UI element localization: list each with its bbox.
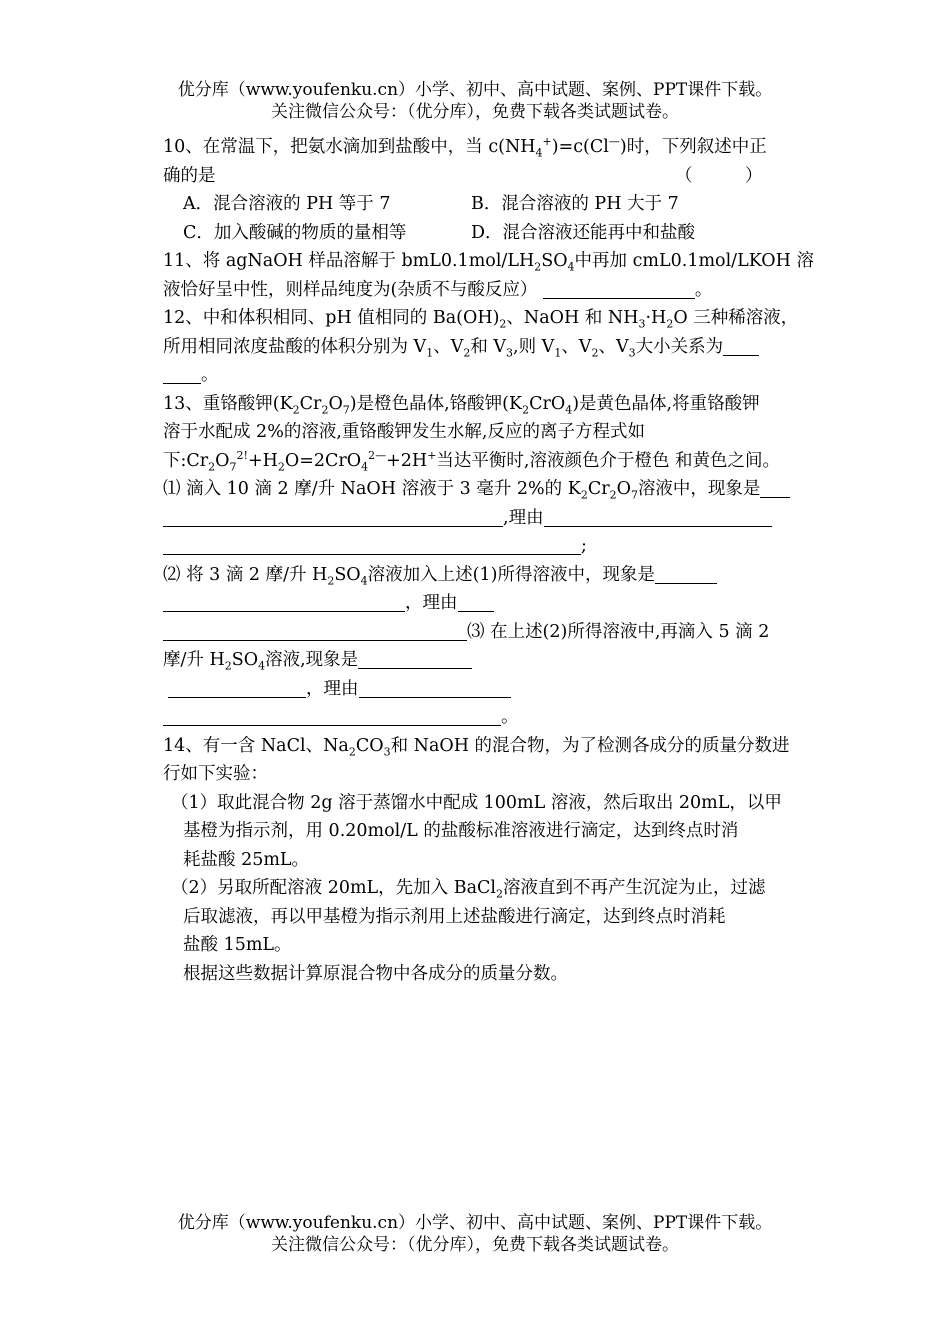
q13-part-3-line-3: ，理由	[163, 675, 793, 704]
q13-part-2-line-2: ，理由	[163, 589, 793, 618]
page-header	[0, 79, 950, 123]
answer-blank	[543, 278, 695, 299]
answer-blank	[163, 363, 201, 384]
q13-part-3-line-4: 。	[163, 703, 793, 732]
q13-part-3-line-1: ⑶ 在上述(2)所得溶液中,再滴入 5 滴 2	[163, 618, 793, 647]
q12-line-3: 。	[163, 361, 793, 390]
q10-options-row-2	[163, 219, 793, 248]
q13-part-3-line-2: 摩/升 $H_2SO_4$溶液,现象是	[163, 646, 793, 675]
q14-step-2-line-3: 盐酸 15mL。	[183, 935, 292, 955]
q13-part-1-line-3: ;	[163, 532, 793, 561]
option-a: A．混合溶液的 PH 等于 7	[183, 194, 391, 214]
option-d: D．混合溶液还能再中和盐酸	[471, 222, 696, 243]
q13-part-2-line-1: ⑵ 将 3 滴 2 摩/升 $H_2SO_4$溶液加入上述(1)所得溶液中，现象是	[163, 561, 793, 590]
q10-options-row-1	[163, 190, 793, 219]
answer-blank	[358, 648, 472, 669]
q13-line-1: 13、重铬酸钾$(K_2Cr_2O_7)$是橙色晶体,铬酸钾$(K_2CrO_4)$是黄色晶体,将重铬酸钾	[163, 393, 760, 416]
footer-line-2: 关注微信公众号：（优分库），免费下载各类试题试卷。	[271, 1235, 679, 1255]
answer-blank	[655, 563, 717, 584]
question-12	[163, 304, 799, 390]
q10-stem-line-1: 10、在常温下，把氨水滴加到盐酸中，当 $c(NH_4^+)=c(Cl^—)$时，下列叙述中正	[163, 135, 767, 160]
q14-final-instruction: 根据这些数据计算原混合物中各成分的质量分数。	[183, 963, 568, 984]
answer-blank	[544, 506, 772, 527]
q11-line-2: 液恰好呈中性，则样品纯度为(杂质不与酸反应） 。	[163, 279, 713, 300]
answer-blank	[163, 591, 405, 612]
q13-line-2: 溶于水配成 2%的溶液,重铬酸钾发生水解,反应的离子方程式如	[163, 422, 645, 442]
q11-line-1: 11、将 agNaOH 样品溶解于 $bmL0.1mol/LH_2SO_4$中再加 cmL0.1mol/LKOH 溶	[163, 251, 814, 274]
q13-part-1-line-2: ,理由	[163, 504, 793, 533]
question-10	[163, 133, 793, 247]
q14-step-1-line-2: 基橙为指示剂，用 0.20mol/L 的盐酸标准溶液进行滴定，达到终点时消	[183, 821, 739, 841]
q14-line-1: 14、有一含 NaCl、$Na_2CO_3$和 NaOH 的混合物，为了检测各成分的质量分数进	[163, 735, 790, 758]
q14-step-1-line-3: 耗盐酸 25mL。	[183, 849, 310, 870]
q13-part-1-line-1: ⑴ 滴入 10 滴 2 摩/升 NaOH 溶液于 3 毫升 2%的 $K_2Cr_2O_7$溶液中，现象是	[163, 475, 793, 504]
q14-step-2-line-1: （2）另取所配溶液 20mL，先加入 BaCl$_2$溶液直到不再产生沉淀为止，过滤	[171, 878, 766, 901]
q14-line-2: 行如下实验：	[163, 764, 268, 784]
option-c: C．加入酸碱的物质的量相等	[183, 222, 407, 243]
q12-line-2: 所用相同浓度盐酸的体积分别为 $V_1$、$V_2$和 $V_3$,则 $V_1$、$V_2$、$V_3$大小关系为	[163, 333, 793, 362]
header-line-2: 关注微信公众号：（优分库），免费下载各类试题试卷。	[271, 102, 679, 122]
answer-blank	[359, 677, 511, 698]
answer-blank	[168, 677, 306, 698]
question-13	[163, 390, 793, 732]
question-content	[163, 133, 814, 988]
option-b: B．混合溶液的 PH 大于 7	[471, 194, 679, 214]
answer-blank	[163, 506, 503, 527]
question-14	[163, 732, 793, 989]
answer-blank	[163, 705, 501, 726]
q14-step-1-line-1: （1）取此混合物 2g 溶于蒸馏水中配成 100mL 溶液，然后取出 20mL，以甲	[171, 792, 782, 813]
page-footer	[0, 1212, 950, 1256]
header-line-1: 优分库（www.youfenku.cn）小学、初中、高中试题、案例、PPT课件下载。	[177, 80, 773, 100]
answer-blank	[760, 477, 790, 498]
answer-blank	[163, 534, 581, 555]
footer-line-1: 优分库（www.youfenku.cn）小学、初中、高中试题、案例、PPT课件下载。	[177, 1213, 773, 1233]
answer-blank	[458, 591, 494, 612]
q10-stem-line-2: 确的是 （ ）	[163, 162, 793, 191]
q12-line-1: 12、中和体积相同、pH 值相同的 $Ba(OH)_2$、NaOH 和 $NH_3\cdot H_2O$ 三种稀溶液，	[163, 308, 799, 331]
question-11	[163, 247, 814, 304]
q13-equation-line: 下$:Cr_2O_7^{2!}+H_2O=2CrO_4^{2—}+2H^+$当达平衡时,溶液颜色介于橙色 和黄色之间。	[163, 448, 781, 473]
answer-parenthesis: （ ）	[675, 165, 763, 186]
q14-step-2-line-2: 后取滤液，再以甲基橙为指示剂用上述盐酸进行滴定，达到终点时消耗	[183, 906, 726, 927]
answer-blank	[723, 335, 759, 356]
answer-blank	[163, 620, 467, 641]
